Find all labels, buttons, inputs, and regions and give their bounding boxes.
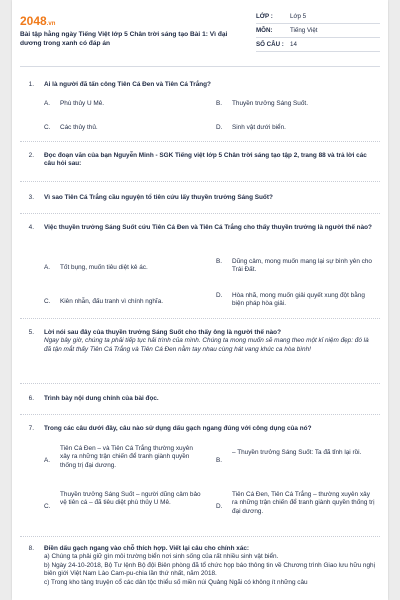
question-text: Trình bày nội dung chính của bài đọc.	[44, 395, 159, 402]
meta-value: Tiếng Việt	[290, 27, 318, 34]
question-separator	[20, 213, 380, 214]
logo-suffix: .vn	[46, 21, 56, 27]
question-text: Trong các câu dưới đây, câu nào sử dụng dấu gạch ngang đúng với công dụng của nó?	[44, 425, 312, 432]
option-letter: A.	[44, 457, 51, 464]
site-logo[interactable]	[20, 14, 55, 28]
option-letter: A.	[44, 100, 51, 107]
question-4	[20, 224, 376, 232]
list-item: c) Trong kho tàng truyện cổ các dân tộc thiểu số miền núi Quảng Ngãi có không ít những câu	[44, 578, 308, 586]
question-7	[20, 425, 376, 433]
option-4b[interactable]	[216, 258, 376, 275]
question-8	[20, 545, 376, 587]
question-number: 8.	[28, 545, 34, 552]
question-separator	[20, 181, 380, 182]
question-text: Ai là người đã tấn công Tiên Cá Đen và Tiên Cá Trắng?	[44, 81, 211, 88]
list-item: a) Chúng ta phải giữ gìn môi trường biển nơi sinh sống của rất nhiều sinh vật biển.	[44, 553, 279, 561]
option-text: Các thủy thủ.	[60, 124, 98, 131]
option-text: Thuyền trưởng Sáng Suốt – người dũng cảm bảo vệ tiên cá – đã tiêu diệt phù thủy U Mê.	[60, 491, 201, 507]
option-7b[interactable]	[216, 449, 376, 464]
option-4a[interactable]	[44, 264, 204, 272]
question-number: 4.	[28, 224, 34, 231]
question-5	[20, 329, 376, 354]
option-letter: C.	[44, 298, 51, 305]
worksheet-page	[12, 0, 388, 600]
list-item: b) Ngày 24-10-2018, Bộ Tư lệnh Bộ đội Biên phòng đã tổ chức họp báo thông tin về Chương trình Giao lưu hữu nghị biên giới Việt Nam Lào Cam-pu-chia lần thứ nhất, năm 2018.	[44, 561, 376, 578]
meta-value: 14	[290, 41, 297, 48]
option-letter: B.	[216, 100, 223, 107]
meta-label: MÔN:	[256, 27, 273, 34]
option-text: Hòa nhã, mong muốn giải quyết xung đột bằng biện pháp hòa giải.	[232, 292, 365, 308]
option-text: – Thuyền trưởng Sáng Suốt: Ta đã tỉnh lại rồi.	[232, 449, 362, 456]
question-number: 3.	[28, 194, 34, 201]
question-number: 7.	[28, 425, 34, 432]
option-7c[interactable]	[44, 491, 204, 508]
meta-table	[256, 10, 380, 52]
question-6	[20, 395, 376, 403]
option-letter: D.	[216, 292, 223, 299]
option-4c[interactable]	[44, 298, 204, 306]
meta-row-class	[256, 10, 380, 24]
question-separator	[20, 536, 380, 537]
header-divider	[20, 66, 380, 67]
question-text: Vì sao Tiên Cá Trắng cầu nguyện tổ tiên cứu lấy thuyền trưởng Sáng Suốt?	[44, 194, 273, 201]
option-letter: A.	[44, 264, 51, 271]
question-text: Lời nói sau đây của thuyền trưởng Sáng Suốt cho thấy ông là người thế nào?	[44, 329, 281, 336]
meta-value: Lớp 5	[290, 13, 307, 20]
question-number: 1.	[28, 81, 34, 88]
option-text: Thuyền trưởng Sáng Suốt.	[232, 100, 308, 107]
option-text: Phù thủy U Mê.	[60, 100, 105, 107]
option-1b[interactable]	[216, 100, 366, 108]
option-text: Dũng cảm, mong muốn mang lại sự bình yên cho Trái Đất.	[232, 258, 372, 274]
option-letter: D.	[216, 124, 223, 131]
page-title: Bài tập hằng ngày Tiếng Việt lớp 5 Chân trời sáng tạo Bài 1: Vì đại dương trong xanh có đáp án	[20, 31, 228, 47]
worksheet-header	[20, 10, 380, 60]
question-text: Việc thuyền trưởng Sáng Suốt cứu Tiên Cá Đen và Tiên Cá Trắng cho thấy thuyền trưởng là người thế nào?	[44, 224, 372, 231]
option-1c[interactable]	[44, 124, 194, 132]
question-number: 2.	[28, 152, 34, 159]
quote-text: Ngay bây giờ, chúng ta phải tiếp tục hải trình của mình. Chúng ta mong muốn sẽ mang theo một kỉ niệm đẹp: đó là đã tận mắt thấy Tiên Cá Trắng và Tiên Cá Đen nằm tay nhau cùng hát vang khúc ca hòa bình!	[44, 337, 369, 353]
question-number: 5.	[28, 329, 34, 336]
option-text: Tiên Cá Đen, Tiên Cá Trắng – thường xuyên xảy ra những trận chiến để tranh giành quyền thống trị đại dương.	[232, 491, 375, 515]
meta-label: LỚP :	[256, 13, 273, 20]
question-1	[20, 81, 376, 89]
option-letter: C.	[44, 503, 51, 510]
option-1a[interactable]	[44, 100, 194, 108]
option-text: Sinh vật dưới biển.	[232, 124, 286, 131]
logo-text: 2048	[20, 14, 47, 28]
meta-label: SỐ CÂU :	[256, 41, 284, 48]
option-7a[interactable]	[44, 445, 204, 470]
option-text: Tốt bụng, muốn tiêu diệt kẻ ác.	[60, 264, 148, 271]
option-letter: D.	[216, 503, 223, 510]
option-letter: C.	[44, 124, 51, 131]
option-letter: B.	[216, 258, 223, 265]
question-separator	[20, 141, 380, 142]
meta-row-count	[256, 38, 380, 52]
option-text: Kiên nhẫn, đấu tranh vì chính nghĩa.	[60, 298, 164, 305]
question-text: Đọc đoạn văn của bạn Nguyễn Minh - SGK Tiếng việt lớp 5 Chân trời sáng tạo tập 2, trang 88 và trả lời các câu hỏi sau:	[44, 152, 367, 168]
option-1d[interactable]	[216, 124, 366, 132]
question-number: 6.	[28, 395, 34, 402]
option-7d[interactable]	[216, 491, 376, 516]
question-separator	[20, 318, 380, 319]
question-separator	[20, 383, 380, 384]
option-letter: B.	[216, 457, 223, 464]
question-2	[20, 152, 376, 169]
meta-row-subject	[256, 24, 380, 38]
option-text: Tiên Cá Đen – và Tiên Cá Trắng thường xuyên xảy ra những trận chiến để tranh giành quyền thống trị đại dương.	[60, 445, 193, 469]
question-separator	[20, 414, 380, 415]
question-3	[20, 194, 376, 202]
option-4d[interactable]	[216, 292, 376, 309]
question-text: Điền dấu gạch ngang vào chỗ thích hợp. Viết lại câu cho chính xác:	[44, 545, 250, 552]
